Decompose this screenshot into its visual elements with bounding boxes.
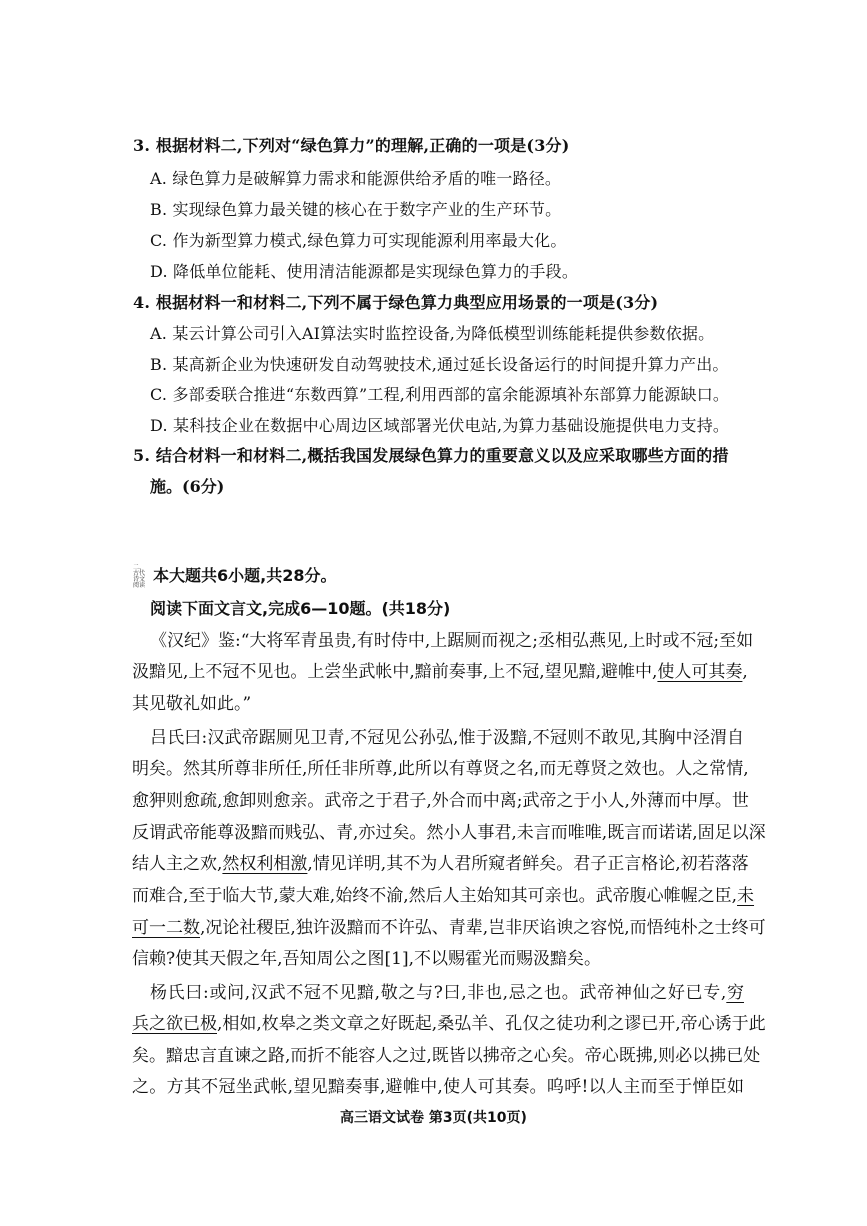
passage-line [132, 881, 755, 906]
passage-line [132, 849, 749, 874]
question-5-stem-continued: 施。(6分) [150, 477, 225, 496]
passage-text: 之。方其不冠坐武帐,望见黯奏事,避帷中,使人可其奏。呜呼!以人主而至于惮臣如 [132, 1077, 744, 1097]
passage-line [132, 818, 766, 843]
passage-text: 汲黯见,上不冠不见也。上尝坐武帐中,黯前奏事,上不冠,望见黯,避帷中, [132, 662, 658, 682]
passage-line [132, 944, 744, 969]
passage-line [132, 1072, 744, 1097]
question-3-option-d: D. 降低单位能耗、使用清洁能源都是实现绿色算力的手段。 [150, 262, 579, 281]
passage-text: 杨氏曰:或问,汉武不冠不见黯,敬之与?曰,非也,忌之也。武帝神仙之好已专, [150, 983, 727, 1003]
passage-text: ,况论社稷臣,独许汲黯而不许弘、青辈,岂非厌谄谀之容悦,而悟纯朴之士终可 [200, 918, 766, 938]
passage-text: 明矣。然其所尊非所任,所任非所尊,此所以有尊贤之名,而无尊贤之效也。人之常情, [132, 759, 749, 779]
passage-line [132, 1041, 761, 1066]
passage-text: ,相如,枚皋之类文章之好既起,桑弘羊、孔仅之徒功利之谬已开,帝心诱于此 [217, 1014, 766, 1034]
passage-instruction: 阅读下面文言文,完成6—10题。(共18分) [150, 599, 451, 618]
underlined-phrase: 可一二数 [132, 918, 200, 938]
passage-line [132, 1009, 766, 1034]
passage-text: , [742, 662, 748, 682]
passage-text: ,情见详明,其不为人君所窥者鲜矣。君子正言格论,初若落落 [307, 854, 749, 874]
passage-line [132, 657, 748, 682]
passage-line [150, 626, 754, 651]
underlined-phrase: 兵之欲已极 [132, 1014, 217, 1034]
passage-line [150, 978, 744, 1003]
question-4-option-c: C. 多部委联合推进“东数西算”工程,利用西部的富余能源填补东部算力能源缺口。 [150, 385, 730, 404]
question-4-option-b: B. 某高新企业为快速研发自动驾驶技术,通过延长设备运行的时间提升算力产出。 [150, 355, 729, 374]
passage-line [132, 689, 744, 714]
passage-line [150, 723, 744, 748]
question-5-stem: 5. 结合材料一和材料二,概括我国发展绿色算力的重要意义以及应采取哪些方面的措 [133, 446, 729, 465]
underlined-phrase: 穷 [726, 983, 744, 1003]
passage-text: 矣。黯忠言直谏之路,而折不能容人之过,既皆以拂帝之心矣。帝心既拂,则必以拂已处 [132, 1046, 761, 1066]
underlined-phrase: 使人可其奏 [657, 662, 743, 682]
passage-line [132, 786, 749, 811]
passage-text: 吕氏曰:汉武帝踞厕见卫青,不冠见公孙弘,惟于汲黯,不冠则不敢见,其胸中泾渭自 [150, 728, 744, 748]
passage-text: 而难合,至于临大节,蒙大难,始终不渝,然后人主始知其可亲也。武帝腹心帷幄之臣, [132, 886, 738, 906]
question-3-option-a: A. 绿色算力是破解算力需求和能源供给矛盾的唯一路径。 [150, 169, 562, 188]
underlined-phrase: 然权利相激 [222, 854, 308, 874]
section-number-mark: 二、古代诗文阅读 [133, 564, 146, 589]
passage-text: 愈狎则愈疏,愈卸则愈亲。武帝之于君子,外合而中离;武帝之于小人,外薄而中厚。世 [132, 791, 749, 811]
passage-line [132, 754, 749, 779]
underlined-phrase: 未 [737, 886, 755, 906]
passage-line [132, 913, 766, 938]
passage-text: 信赖?使其天假之年,吾知周公之图[1],不以赐霍光而赐汲黯矣。 [132, 949, 602, 969]
question-3-option-b: B. 实现绿色算力最关键的核心在于数字产业的生产环节。 [150, 200, 562, 219]
passage-text: 结人主之欢, [132, 854, 223, 874]
question-4-option-a: A. 某云计算公司引入AI算法实时监控设备,为降低模型训练能耗提供参数依据。 [150, 324, 715, 343]
passage-text: 其见敬礼如此。” [132, 694, 252, 714]
question-4-option-d: D. 某科技企业在数据中心周边区域部署光伏电站,为算力基础设施提供电力支持。 [150, 416, 730, 435]
section-heading: 本大题共6小题,共28分。 [153, 566, 337, 585]
question-4-stem: 4. 根据材料一和材料二,下列不属于绿色算力典型应用场景的一项是(3分) [133, 293, 659, 312]
page-footer: 高三语文试卷 第3页(共10页) [340, 1110, 527, 1126]
passage-text: 反谓武帝能尊汲黯而贱弘、青,亦过矣。然小人事君,未言而唯唯,既言而诺诺,固足以深 [132, 823, 766, 843]
passage-text: 《汉纪》鉴:“大将军青虽贵,有时侍中,上踞厕而视之;丞相弘燕见,上时或不冠;至如 [150, 631, 754, 651]
question-3-option-c: C. 作为新型算力模式,绿色算力可实现能源利用率最大化。 [150, 231, 567, 250]
question-3-stem: 3. 根据材料二,下列对“绿色算力”的理解,正确的一项是(3分) [133, 136, 570, 155]
